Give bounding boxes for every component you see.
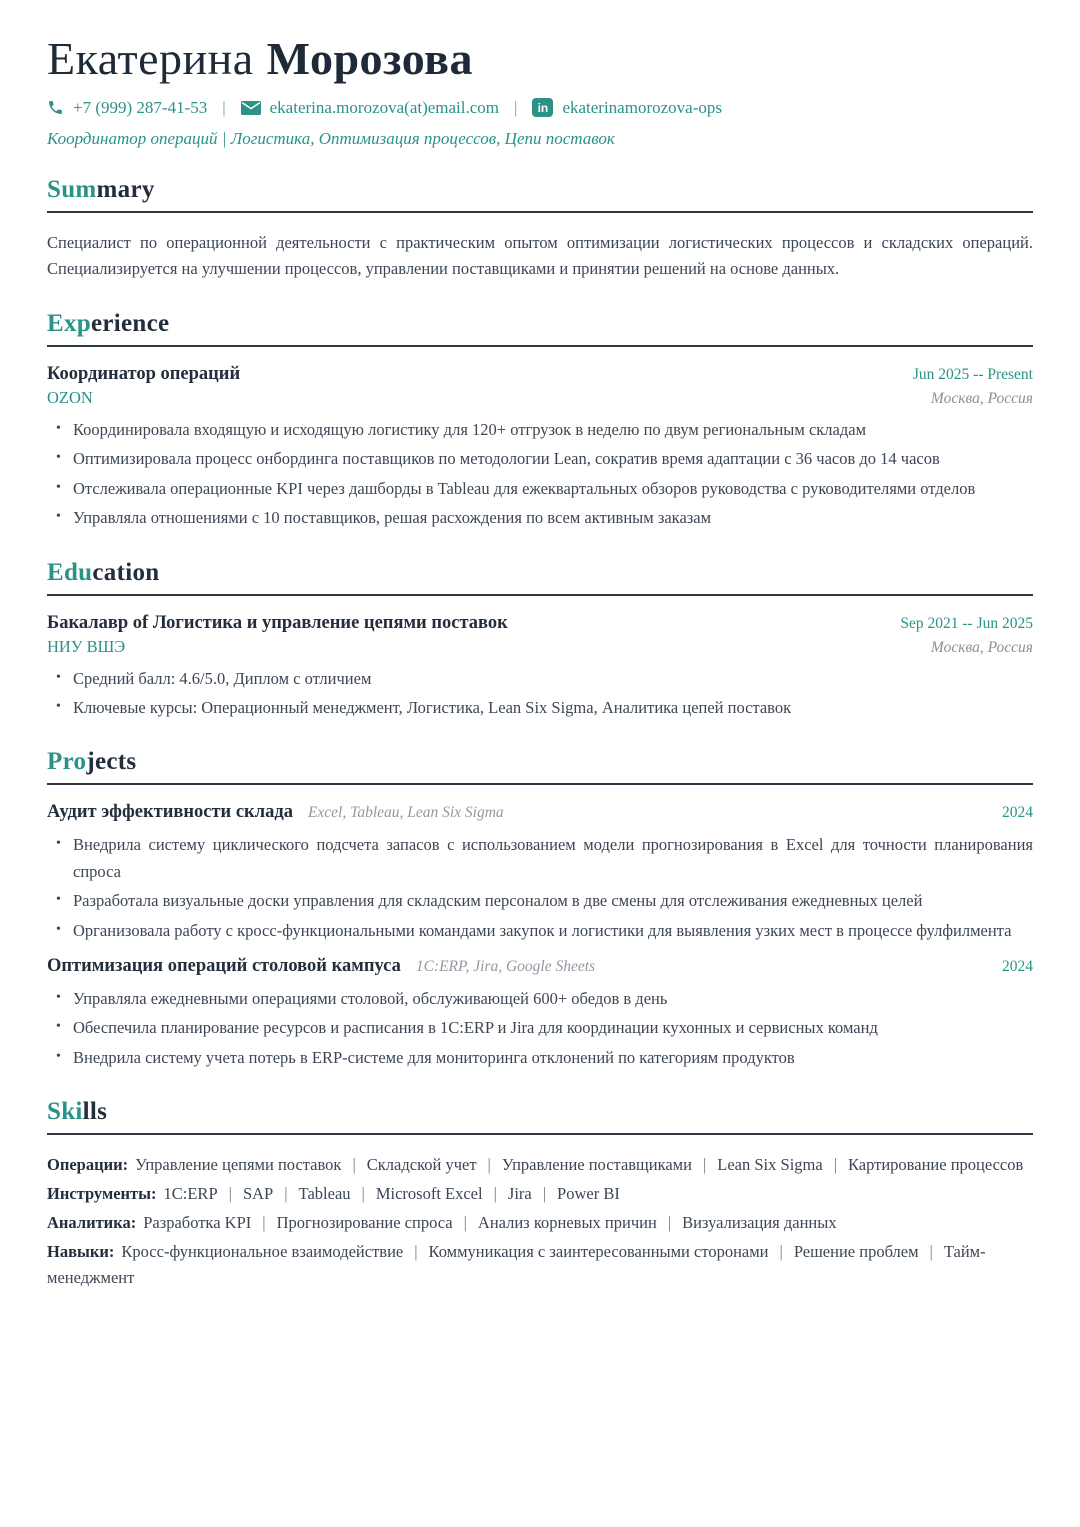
separator: | [833,1155,837,1175]
separator: | [702,1155,707,1175]
title-accent: Ski [47,1098,83,1126]
separator: | [361,1184,365,1204]
separator: | [779,1242,783,1262]
linkedin-contact[interactable] [532,98,722,118]
project-stack: Excel, Tableau, Lean Six Sigma [307,804,504,822]
job-title: Координатор операций [47,364,241,385]
separator: | [222,97,226,117]
skill-item: Анализ корневых причин [477,1213,657,1233]
bullet-item: • Средний балл: 4.6/5.0, Диплом с отличием [56,666,1033,692]
separator: | [414,1242,418,1262]
separator: | [487,1155,491,1175]
section-title-education [47,559,1033,596]
skill-item: Коммуникация с заинтересованными сторонами [428,1242,769,1262]
separator: | [542,1184,547,1204]
bullet-item: • Отслеживала операционные KPI через дашборды в Tableau для ежеквартальных обзоров руководства с руководителями отделов [56,476,1033,502]
project-name: Аудит эффективности склада [47,802,293,823]
title-rest: jects [86,748,137,776]
degree-title: Бакалавр of Логистика и управление цепями поставок [47,612,508,633]
section-title-skills [47,1098,1033,1135]
bullet-item: • Разработала визуальные доски управления для складским персоналом в две смены для отслеживания ежедневных целей [56,888,1033,914]
section-summary [47,176,1033,283]
bullet-item: • Внедрила систему циклического подсчета запасов с использованием модели прогнозирования в Excel для точности планирования спроса [56,832,1033,885]
project-year: 2024 [1002,804,1033,822]
phone-contact[interactable] [47,98,207,118]
skill-item: Power BI [557,1184,620,1204]
skill-item: Lean Six Sigma [717,1155,823,1175]
bullet-item: • Обеспечила планирование ресурсов и расписания в 1C:ERP и Jira для координации кухонных и сервисных команд [56,1015,1033,1041]
skill-items [47,1242,986,1287]
contact-row [47,98,1033,118]
summary-text: Специалист по операционной деятельности с практическим опытом оптимизации логистических процессов и складских операций. Специализируется на улучшении процессов, управлении поставщиками и принятии решений на основе данных. [47,232,1033,279]
skill-item: Tableau [298,1184,351,1204]
skill-row-tools [47,1181,1033,1207]
title-rest: erience [90,310,170,338]
skill-row-operations [47,1152,1033,1178]
title-rest: mary [96,175,155,203]
skill-item: Решение проблем [793,1242,919,1262]
separator: | [352,1155,356,1175]
title-accent: Pro [47,748,87,776]
skill-row-soft [47,1239,1033,1291]
bullet-item: • Ключевые курсы: Операционный менеджмент, Логистика, Lean Six Sigma, Аналитика цепей поставок [56,695,1033,721]
section-title-projects [47,748,1033,785]
separator: | [667,1213,672,1233]
skill-item: Разработка KPI [143,1213,252,1233]
first-name: Екатерина [47,33,254,84]
section-skills [47,1098,1033,1291]
email-address: ekaterina.morozova(at)email.com [269,97,500,117]
education-dates: Sep 2021 -- Jun 2025 [900,614,1033,632]
title-accent: Sum [47,175,97,203]
separator: | [514,97,518,117]
title-accent: Edu [47,558,93,586]
title-rest: lls [82,1098,108,1126]
skill-item: Управление поставщиками [501,1155,692,1175]
bullet-item: • Оптимизировала процесс онбординга поставщиков по методологии Lean, сократив время адаптации с 36 часов до 14 часов [56,446,1033,472]
skill-item: Картирование процессов [848,1155,1024,1175]
resume-header [47,34,1033,149]
skill-item: Визуализация данных [682,1213,837,1233]
separator: | [228,1184,232,1204]
section-title-experience [47,310,1033,347]
linkedin-handle: ekaterinamorozova-ops [562,97,722,117]
skill-item: Jira [507,1184,532,1204]
skill-item: 1C:ERP [163,1184,218,1204]
bullet-item: • Внедрила систему учета потерь в ERP-системе для мониторинга отклонений по категориям продуктов [56,1045,1033,1071]
education-bullets [47,666,1033,722]
school-name: НИУ ВШЭ [47,636,126,656]
bullet-item: • Координировала входящую и исходящую логистику для 120+ отгрузок в неделю по двум региональным складам [56,417,1033,443]
skill-items [164,1184,620,1203]
project-year: 2024 [1002,957,1033,975]
skill-items [143,1213,836,1232]
skill-row-analytics [47,1210,1033,1236]
bullet-item: • Организовала работу с кросс-функциональными командами закупок и логистики для выявления узких мест в процессе фулфилмента [56,918,1033,944]
skill-items [135,1155,1023,1174]
candidate-name [47,34,1033,85]
skill-item: Кросс-функциональное взаимодействие [121,1242,404,1262]
section-projects [47,748,1033,1071]
email-contact[interactable] [241,98,499,118]
experience-bullets [47,417,1033,532]
skill-item: SAP [242,1184,274,1204]
section-title-summary [47,176,1033,213]
project-entry [47,802,1033,944]
job-location: Москва, Россия [930,390,1033,408]
title-accent: Exp [47,310,91,338]
company-name: OZON [47,388,93,408]
bullet-item: • Управляла отношениями с 10 поставщиков, решая расхождения по всем активным заказам [56,505,1033,531]
skill-label: Аналитика: [47,1213,137,1233]
skill-item: Тайм-менеджмент [47,1242,986,1288]
separator: | [493,1184,497,1204]
tagline: Координатор операций | Логистика, Оптимизация процессов, Цепи поставок [47,128,615,148]
title-rest: cation [92,558,160,586]
skill-label: Навыки: [47,1242,115,1262]
education-entry [47,613,1033,722]
separator: | [262,1213,266,1233]
project-bullets [47,832,1033,944]
section-experience [47,310,1033,532]
skill-item: Складской учет [366,1155,477,1175]
separator: | [284,1184,288,1204]
project-bullets [47,986,1033,1071]
skill-label: Инструменты: [47,1184,157,1204]
separator: | [929,1242,933,1262]
bullet-item: • Управляла ежедневными операциями столовой, обслуживающей 600+ обедов в день [56,986,1033,1012]
project-name: Оптимизация операций столовой кампуса [47,955,401,976]
linkedin-icon: in [532,98,553,117]
skill-item: Прогнозирование спроса [276,1213,453,1233]
skill-label: Операции: [47,1155,129,1175]
project-stack: 1C:ERP, Jira, Google Sheets [415,957,596,975]
skill-item: Microsoft Excel [375,1184,483,1204]
phone-icon [47,99,64,116]
experience-entry [47,364,1033,532]
skill-item: Управление цепями поставок [135,1155,342,1175]
last-name: Морозова [266,33,473,84]
section-education [47,559,1033,722]
education-location: Москва, Россия [930,638,1033,656]
job-dates: Jun 2025 -- Present [912,366,1033,384]
separator: | [463,1213,467,1233]
project-entry [47,956,1033,1071]
phone-number: +7 (999) 287-41-53 [73,97,208,117]
mail-icon [241,101,261,115]
